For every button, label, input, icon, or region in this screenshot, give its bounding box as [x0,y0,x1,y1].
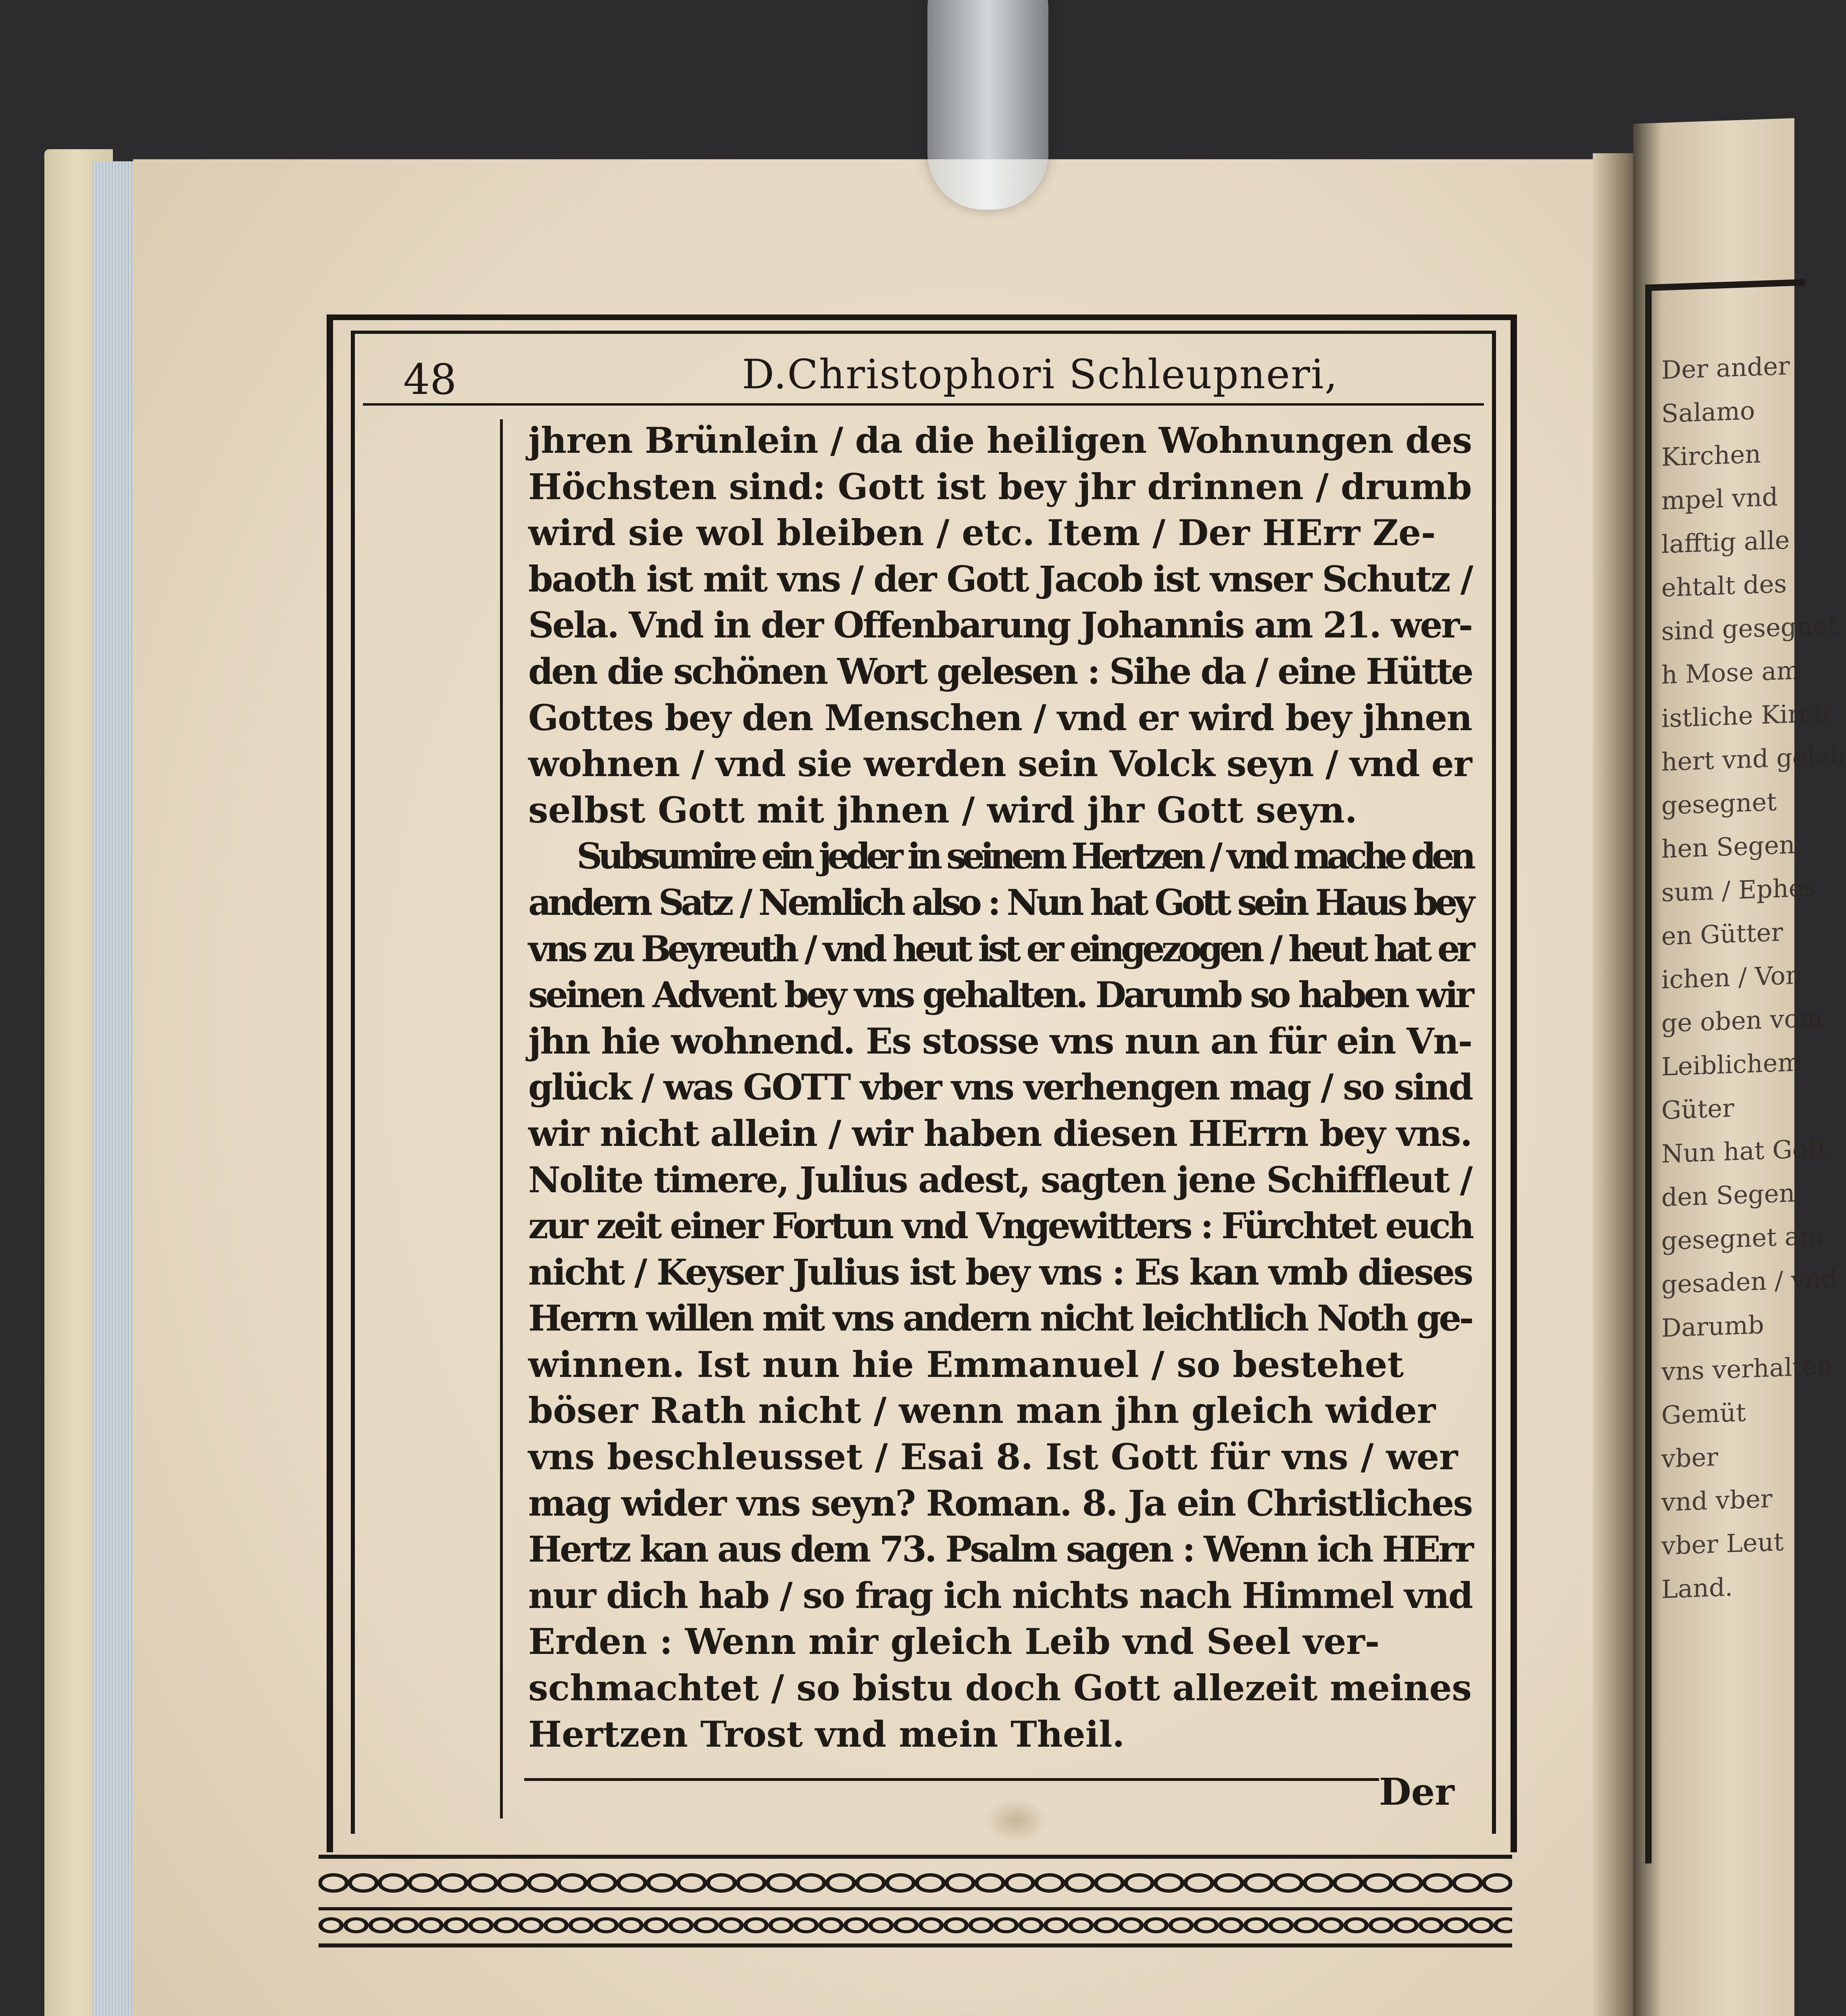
text-line: Höchsten sind: Gott ist bey jhr drinnen / drumb [528,465,1472,508]
body-text [528,417,1472,1757]
text-line: nicht / Keyser Julius ist bey vns : Es kan vmb dieses [528,1251,1472,1293]
facing-page-line: den Segen [1661,1178,1795,1212]
facing-page-line: lafftig alle [1661,525,1790,559]
bottom-rule [524,1778,1379,1781]
facing-page-line: Güter [1661,1093,1734,1125]
facing-page-line: vnd vber [1661,1483,1773,1517]
facing-page-line: sind gesegnet [1661,610,1838,646]
facing-page [1633,118,1846,2016]
text-line: Hertzen Trost vnd mein Theil. [528,1713,1125,1755]
text-line: den die schönen Wort gelesen : Sihe da / eine Hütte [528,650,1472,692]
text-line: selbst Gott mit jhnen / wird jhr Gott seyn. [528,789,1357,831]
text-line: baoth ist mit vns / der Gott Jacob ist vnser Schutz / [528,558,1472,600]
text-line: seinen Advent bey vns gehalten. Darumb so haben wir [528,974,1472,1016]
facing-page-line: Gemüt [1661,1397,1746,1430]
text-line: glück / was GOTT vber vns verhengen mag / so sind [528,1066,1472,1108]
text-line: mag wider vns seyn? Roman. 8. Ja ein Christliches [528,1482,1472,1524]
facing-page-line: gesegnet [1661,787,1777,821]
text-column-rule [500,419,503,1818]
facing-page-line: ehtalt des [1661,569,1787,603]
facing-page-line: Nun hat Gott [1661,1133,1828,1169]
text-line: Hertz kan aus dem 73. Psalm sagen : Wenn ich HErr [528,1528,1472,1570]
page-number: 48 [403,355,457,404]
facing-page-line: Darumb [1661,1310,1764,1343]
text-line: andern Satz / Nemlich also : Nun hat Gott sein Haus bey [528,881,1472,923]
text-line: Sela. Vnd in der Offenbarung Johannis am 21. wer- [528,604,1472,646]
text-line: schmachtet / so bistu doch Gott allezeit meines [528,1667,1472,1709]
facing-page-line: vber [1661,1442,1719,1474]
text-line: Herrn willen mit vns andern nicht leichtlich Noth ge- [528,1297,1472,1339]
facing-page-line: sum / Ephes [1661,873,1817,908]
facing-page-line: hen Segen [1661,829,1795,864]
facing-page-line: ichen / Von [1661,960,1802,995]
text-line: Gottes bey den Menschen / vnd er wird bey jhnen [528,696,1472,739]
catchword: Der [1379,1770,1454,1814]
ornamental-border-bottom [319,1907,1512,1947]
text-line: wir nicht allein / wir haben diesen HErrn bey vns. [528,1112,1472,1154]
page-stack-edge [93,161,137,2016]
text-line: winnen. Ist nun hie Emmanuel / so bestehet [528,1343,1404,1385]
facing-page-line: en Gütter [1661,917,1783,951]
text-line: vns zu Beyreuth / vnd heut ist er eingezogen / heut hat er [528,927,1472,970]
ornamental-border-top [319,1855,1512,1910]
header-rule [363,403,1484,406]
page-clip-top [927,0,1048,210]
facing-page-line: gesaden / vnd [1661,1264,1838,1300]
text-line: wohnen / vnd sie werden sein Volck seyn / vnd er [528,743,1472,785]
facing-page-line: Salamo [1661,396,1755,429]
text-line: böser Rath nicht / wenn man jhn gleich wider [528,1389,1436,1432]
facing-page-line: Der ander [1661,351,1790,385]
text-line: Nolite timere, Julius adest, sagten jene Schiffleut / [528,1158,1472,1201]
text-line: wird sie wol bleiben / etc. Item / Der HErr Ze- [528,512,1436,554]
facing-page-text [1661,343,1846,1611]
facing-page-line: Land. [1661,1572,1733,1604]
facing-page-line: mpel vnd [1661,482,1778,516]
text-line: Subsumire ein jeder in seinem Hertzen / vnd mache den [577,835,1472,877]
facing-page-line: istliche Kirch [1661,698,1830,733]
text-line: Erden : Wenn mir gleich Leib vnd Seel ver- [528,1620,1380,1663]
facing-page-line: vns verhalten [1661,1351,1833,1387]
facing-page-line: Leiblichem [1661,1047,1802,1082]
facing-page-line: hert vnd geleh [1661,741,1846,777]
text-line: nur dich hab / so frag ich nichts nach Himmel vnd [528,1574,1472,1616]
facing-page-line: Kirchen [1661,439,1761,472]
running-head: D.Christophori Schleupneri, [742,351,1338,398]
text-line: vns beschleusset / Esai 8. Ist Gott für vns / wer [528,1436,1458,1478]
paper-stain [984,1798,1048,1843]
text-line: jhren Brünlein / da die heiligen Wohnungen des [528,419,1472,461]
text-line: jhn hie wohnend. Es stosse vns nun an für ein Vn- [528,1020,1472,1062]
text-line: zur zeit einer Fortun vnd Vngewitters : Fürchtet euch [528,1205,1472,1247]
facing-page-line: vber Leut [1661,1527,1784,1561]
facing-page-line: h Mose am [1661,655,1800,690]
facing-page-line: ge oben vom [1661,1003,1823,1038]
facing-page-line: gesegnet am [1661,1220,1823,1256]
